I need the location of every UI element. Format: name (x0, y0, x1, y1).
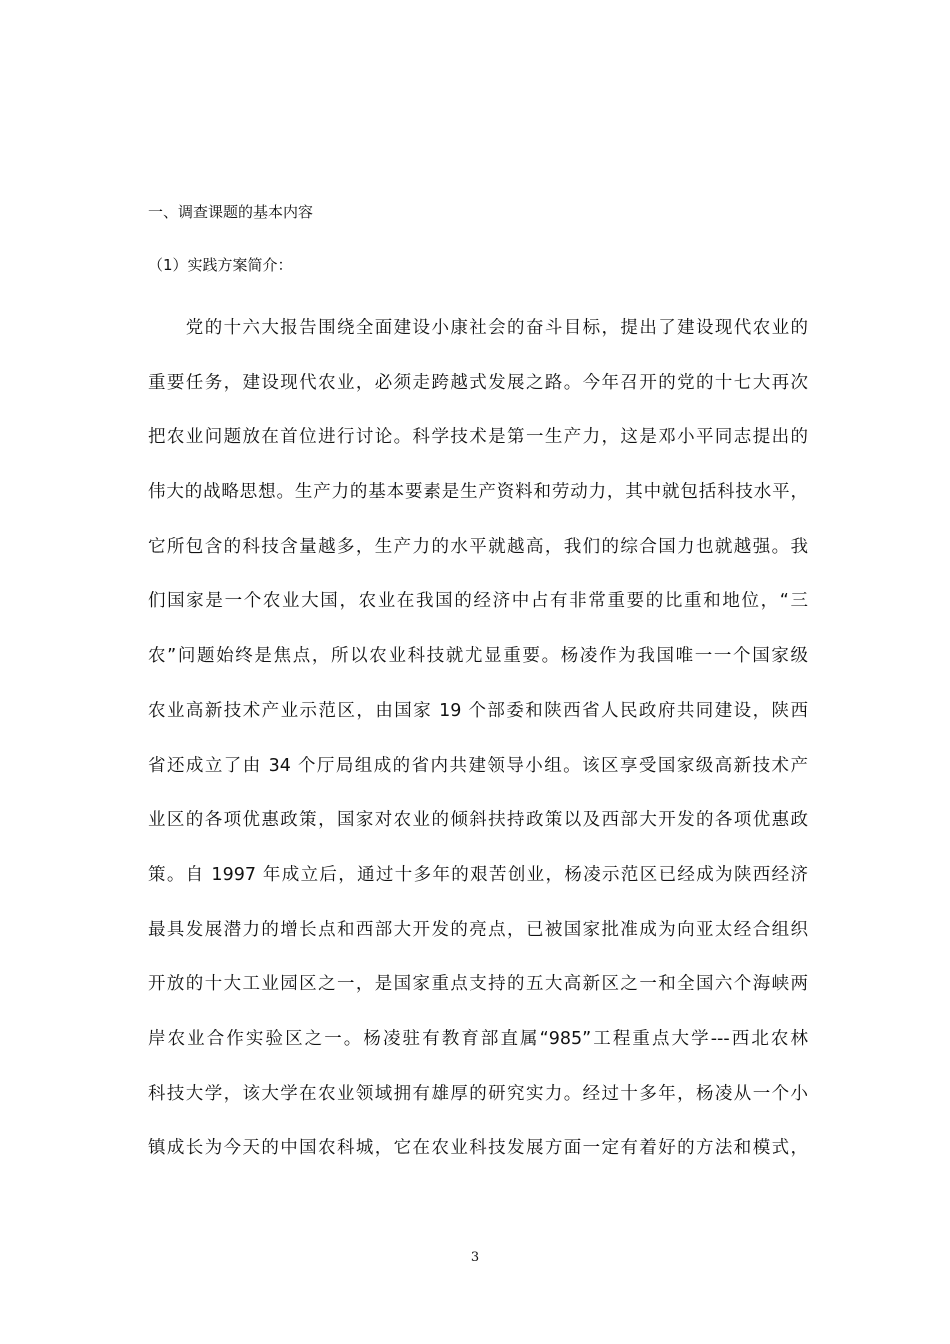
paragraph-line: 党的十六大报告围绕全面建设小康社会的奋斗目标，提出了建设现代农业的 (148, 318, 808, 338)
paragraph-line: 把农业问题放在首位进行讨论。科学技术是第一生产力，这是邓小平同志提出的 (148, 427, 808, 448)
paragraph-line: 开放的十大工业园区之一，是国家重点支持的五大高新区之一和全国六个海峡两 (148, 974, 808, 995)
paragraph-line: 策。自 1997 年成立后，通过十多年的艰苦创业，杨凌示范区已经成为陕西经济 (148, 864, 808, 885)
subsection-heading: （1）实践方案简介： (148, 256, 293, 274)
paragraph-line: 最具发展潜力的增长点和西部大开发的亮点，已被国家批准成为向亚太经合组织 (148, 919, 808, 940)
paragraph-line: 岸农业合作实验区之一。杨凌驻有教育部直属“985”工程重点大学---西北农林 (148, 1028, 808, 1049)
paragraph-line: 伟大的战略思想。生产力的基本要素是生产资料和劳动力，其中就包括科技水平， (148, 482, 808, 503)
paragraph-line: 农”问题始终是焦点，所以农业科技就尤显重要。杨凌作为我国唯一一个国家级 (148, 646, 808, 667)
body-paragraph (148, 314, 808, 1189)
paragraph-line: 科技大学，该大学在农业领域拥有雄厚的研究实力。经过十多年，杨凌从一个小 (148, 1083, 808, 1104)
paragraph-line: 重要任务，建设现代农业，必须走跨越式发展之路。今年召开的党的十七大再次 (148, 372, 808, 393)
paragraph-line: 省还成立了由 34 个厅局组成的省内共建领导小组。该区享受国家级高新技术产 (148, 755, 808, 776)
paragraph-line: 们国家是一个农业大国，农业在我国的经济中占有非常重要的比重和地位，“三 (148, 591, 808, 612)
paragraph-line: 业区的各项优惠政策，国家对农业的倾斜扶持政策以及西部大开发的各项优惠政 (148, 810, 808, 831)
paragraph-line: 它所包含的科技含量越多，生产力的水平就越高，我们的综合国力也就越强。我 (148, 536, 808, 557)
page-number: 3 (470, 1250, 480, 1265)
section-heading: 一、调查课题的基本内容 (148, 203, 314, 221)
paragraph-line: 镇成长为今天的中国农科城，它在农业科技发展方面一定有着好的方法和模式， (148, 1138, 808, 1159)
paragraph-line: 农业高新技术产业示范区，由国家 19 个部委和陕西省人民政府共同建设，陕西 (148, 700, 808, 721)
